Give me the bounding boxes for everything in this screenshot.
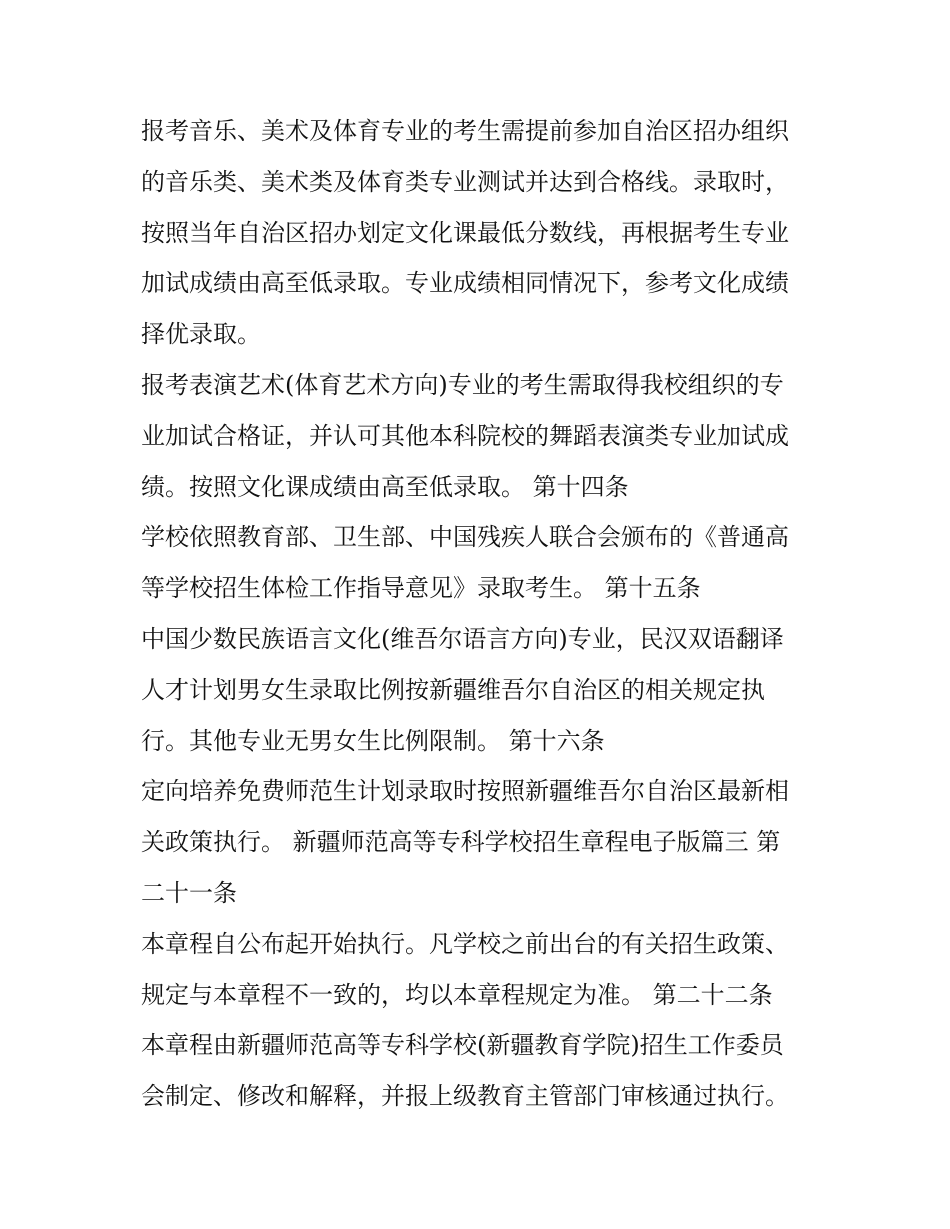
text-line: 学校依照教育部、卫生部、中国残疾人联合会颁布的《普通高 (141, 523, 789, 552)
text-line: 会制定、修改和解释，并报上级教育主管部门审核通过执行。 (141, 1082, 789, 1111)
text-line: 加试成绩由高至低录取。专业成绩相同情况下，参考文化成绩 (141, 269, 789, 298)
text-line: 本章程自公布起开始执行。凡学校之前出台的有关招生政策、 (141, 929, 789, 958)
text-line: 按照当年自治区招办划定文化课最低分数线，再根据考生专业 (141, 218, 789, 247)
text-line: 报考音乐、美术及体育专业的考生需提前参加自治区招办组织 (141, 117, 789, 145)
text-line: 关政策执行。 新疆师范高等专科学校招生章程电子版篇三 第 (141, 828, 781, 857)
document-body (141, 106, 821, 1122)
text-line: 人才计划男女生录取比例按新疆维吾尔自治区的相关规定执 (141, 675, 765, 704)
text-line: 择优录取。 (141, 320, 261, 349)
text-line: 定向培养免费师范生计划录取时按照新疆维吾尔自治区最新相 (141, 777, 789, 806)
text-line: 业加试合格证，并认可其他本科院校的舞蹈表演类专业加试成 (141, 421, 789, 450)
text-line: 报考表演艺术(体育艺术方向)专业的考生需取得我校组织的专 (141, 370, 784, 399)
text-line: 绩。按照文化课成绩由高至低录取。 第十四条 (141, 472, 629, 501)
text-line: 本章程由新疆师范高等专科学校(新疆教育学院)招生工作委员 (141, 1031, 784, 1060)
text-line: 二十一条 (141, 878, 237, 907)
text-line: 行。其他专业无男女生比例限制。 第十六条 (141, 726, 605, 755)
text-line: 中国少数民族语言文化(维吾尔语言方向)专业，民汉双语翻译 (141, 624, 784, 653)
text-line: 规定与本章程不一致的，均以本章程规定为准。 第二十二条 (141, 980, 773, 1009)
text-line: 的音乐类、美术类及体育类专业测试并达到合格线。录取时， (141, 167, 789, 196)
text-line: 等学校招生体检工作指导意见》录取考生。 第十五条 (141, 574, 701, 603)
